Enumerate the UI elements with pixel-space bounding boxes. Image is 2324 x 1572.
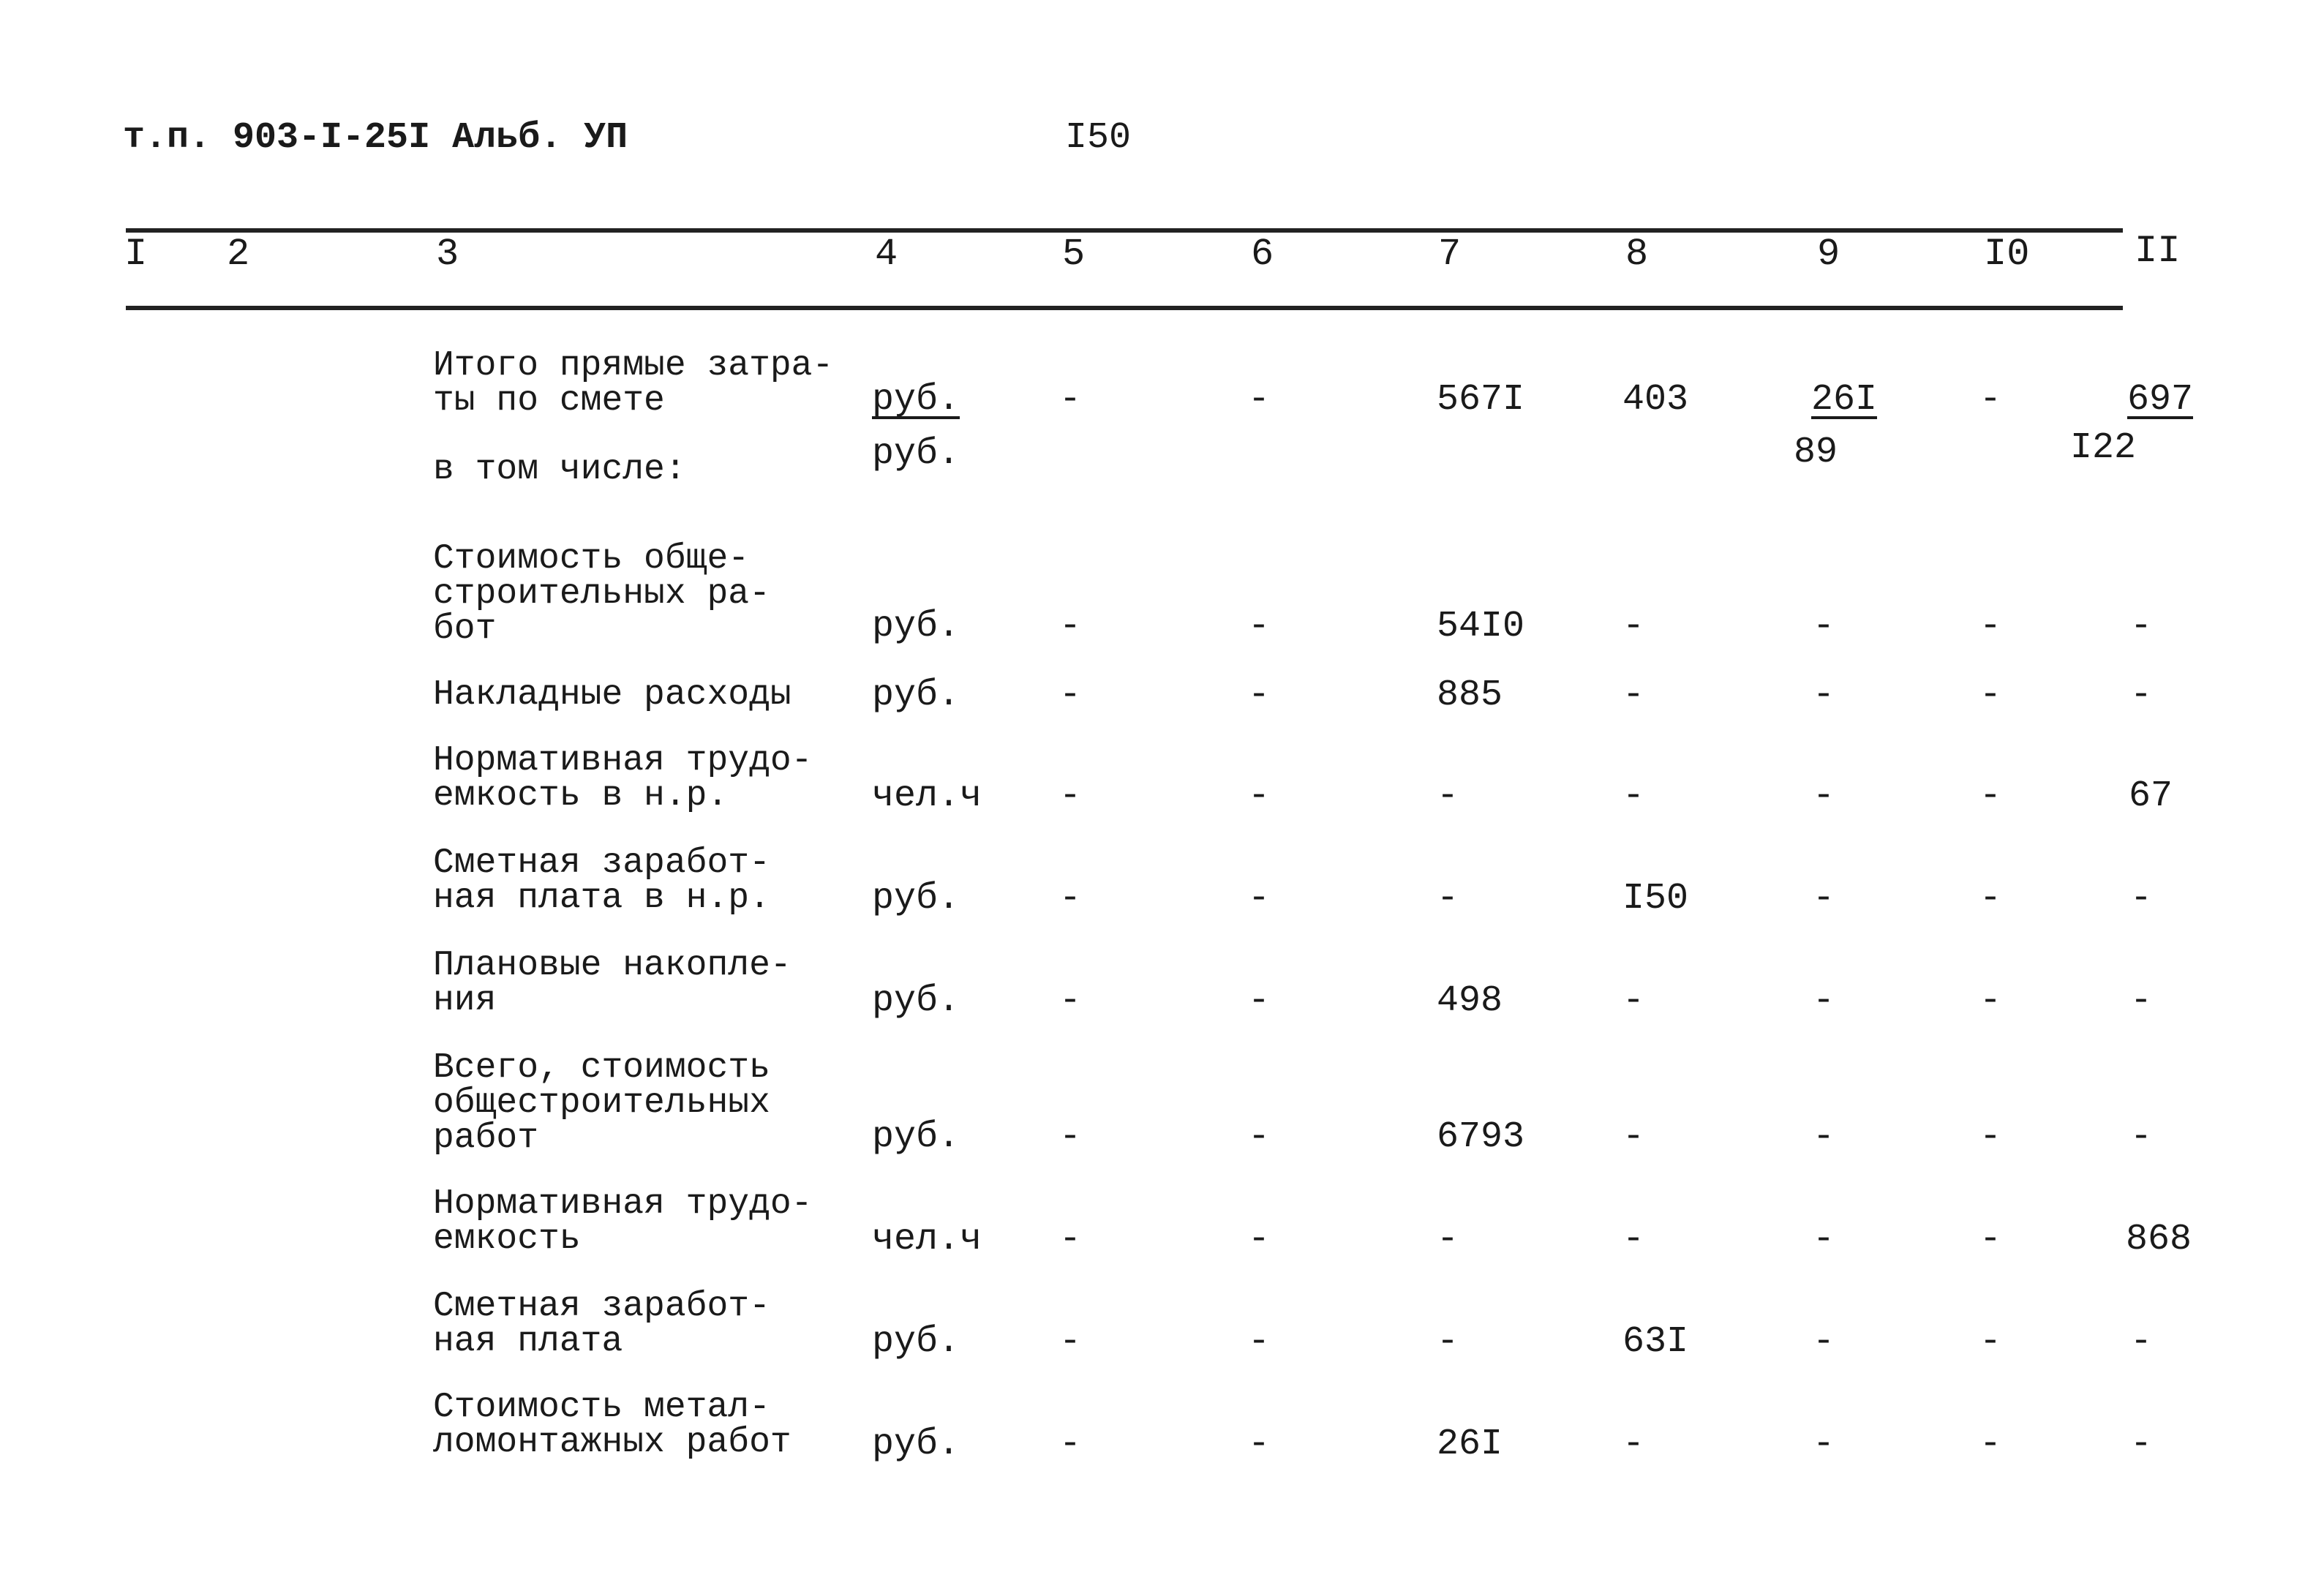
row-col10: - [1979, 980, 2002, 1022]
row-label: Всего, стоимость общестроительных работ [433, 1048, 770, 1158]
row-unit: руб. [872, 433, 960, 475]
row-col7: - [1437, 1321, 1459, 1363]
row-col5: - [1059, 674, 1082, 716]
row-col8: - [1622, 980, 1645, 1022]
row-col8: 403 [1622, 379, 1689, 421]
row-col5: - [1059, 1219, 1082, 1260]
row-label: Нормативная трудо- емкость [433, 1184, 813, 1259]
row-label: Сметная заработ- ная плата в н.р. [433, 843, 770, 918]
row-col9: - [1813, 1219, 1835, 1260]
row-col8: 63I [1622, 1321, 1689, 1363]
row-col8: I50 [1622, 878, 1689, 919]
row-col11: - [2130, 980, 2153, 1022]
row-col10: - [1979, 379, 2002, 421]
row-col11: 868 [2126, 1219, 2192, 1260]
row-col5: - [1059, 775, 1082, 817]
row-col6: - [1248, 1424, 1271, 1465]
row-label: Нормативная трудо- емкость в н.р. [433, 741, 813, 816]
row-col8: - [1622, 775, 1645, 817]
row-col11: - [2130, 1116, 2153, 1158]
row-unit: руб. [872, 1424, 960, 1465]
column-number-10: I0 [1984, 233, 2030, 276]
row-unit: руб. [872, 1321, 960, 1363]
row-col6: - [1248, 775, 1271, 817]
row-unit: чел.ч [872, 775, 982, 817]
row-label: Плановые накопле- ния [433, 946, 791, 1020]
row-col8: - [1622, 606, 1645, 647]
row-col8: - [1622, 1424, 1645, 1465]
row-col9: - [1813, 1424, 1835, 1465]
column-number-1: I [124, 233, 148, 276]
row-col5: - [1059, 980, 1082, 1022]
row-col9: - [1813, 980, 1835, 1022]
column-number-11: II [2135, 230, 2181, 273]
row-col6: - [1248, 379, 1271, 421]
row-col9: 26I [1811, 379, 1878, 421]
row-col10: - [1979, 674, 2002, 716]
row-col9: - [1813, 878, 1835, 919]
row-unit: чел.ч [872, 1219, 982, 1260]
row-col9: - [1813, 606, 1835, 647]
row-col7: - [1437, 878, 1459, 919]
column-number-6: 6 [1251, 233, 1274, 276]
row-col11: - [2130, 878, 2153, 919]
row-col8: - [1622, 674, 1645, 716]
row-label: Стоимость метал- ломонтажных работ [433, 1388, 791, 1462]
row-col6: - [1248, 980, 1271, 1022]
row-col5: - [1059, 606, 1082, 647]
row-col7: 885 [1437, 674, 1503, 716]
row-col7: 54I0 [1437, 606, 1525, 647]
row-col7: - [1437, 1219, 1459, 1260]
row-col5: - [1059, 379, 1082, 421]
column-number-8: 8 [1625, 233, 1649, 276]
row-col10: - [1979, 1321, 2002, 1363]
row-col9: - [1813, 775, 1835, 817]
page-number: I50 [1065, 117, 1132, 159]
row-col5: - [1059, 1424, 1082, 1465]
row-col7: 6793 [1437, 1116, 1525, 1158]
column-number-3: 3 [436, 233, 459, 276]
document-reference: т.п. 903-I-25I Альб. УП [123, 117, 628, 159]
row-unit: руб. [872, 674, 960, 716]
row-col8: - [1622, 1219, 1645, 1260]
row-col10: - [1979, 606, 2002, 647]
row-col9: - [1813, 1116, 1835, 1158]
row-col9: - [1813, 674, 1835, 716]
row-col11: 67 [2129, 775, 2173, 817]
column-number-2: 2 [227, 233, 250, 276]
row-col9: - [1813, 1321, 1835, 1363]
row-unit: руб. [872, 1116, 960, 1158]
row-label: Накладные расходы [433, 675, 791, 715]
row-unit: руб. [872, 980, 960, 1022]
row-label: в том числе: [433, 450, 686, 489]
row-label: Стоимость обще- строительных ра- бот [433, 539, 770, 649]
row-col7: 498 [1437, 980, 1503, 1022]
row-col10: - [1979, 1424, 2002, 1465]
row-col6: - [1248, 674, 1271, 716]
row-col11: - [2130, 1321, 2153, 1363]
row-col11: 697 [2127, 379, 2194, 421]
column-number-4: 4 [875, 233, 898, 276]
row-col10: - [1979, 1116, 2002, 1158]
row-unit: руб. [872, 878, 960, 919]
row-col6: - [1248, 1321, 1271, 1363]
column-number-9: 9 [1817, 233, 1840, 276]
column-number-7: 7 [1438, 233, 1462, 276]
row-col11: - [2130, 606, 2153, 647]
row-col6: - [1248, 878, 1271, 919]
row-col8: - [1622, 1116, 1645, 1158]
row-col5: - [1059, 1116, 1082, 1158]
row-col10: - [1979, 878, 2002, 919]
row-col9: 89 [1794, 432, 1838, 473]
row-unit: руб. [872, 606, 960, 647]
row-col6: - [1248, 1116, 1271, 1158]
row-col11: - [2130, 1424, 2153, 1465]
row-col7: - [1437, 775, 1459, 817]
header-bottom-rule [126, 306, 2123, 310]
row-col7: 567I [1437, 379, 1525, 421]
row-col7: 26I [1437, 1424, 1503, 1465]
row-label: Итого прямые затра- ты по смете [433, 346, 834, 421]
row-col10: - [1979, 775, 2002, 817]
column-number-5: 5 [1062, 233, 1086, 276]
row-col11: - [2130, 674, 2153, 716]
row-col11: I22 [2070, 427, 2137, 469]
row-col6: - [1248, 1219, 1271, 1260]
row-col5: - [1059, 1321, 1082, 1363]
row-unit: руб. [872, 379, 960, 421]
row-label: Сметная заработ- ная плата [433, 1287, 770, 1361]
row-col10: - [1979, 1219, 2002, 1260]
row-col6: - [1248, 606, 1271, 647]
row-col5: - [1059, 878, 1082, 919]
